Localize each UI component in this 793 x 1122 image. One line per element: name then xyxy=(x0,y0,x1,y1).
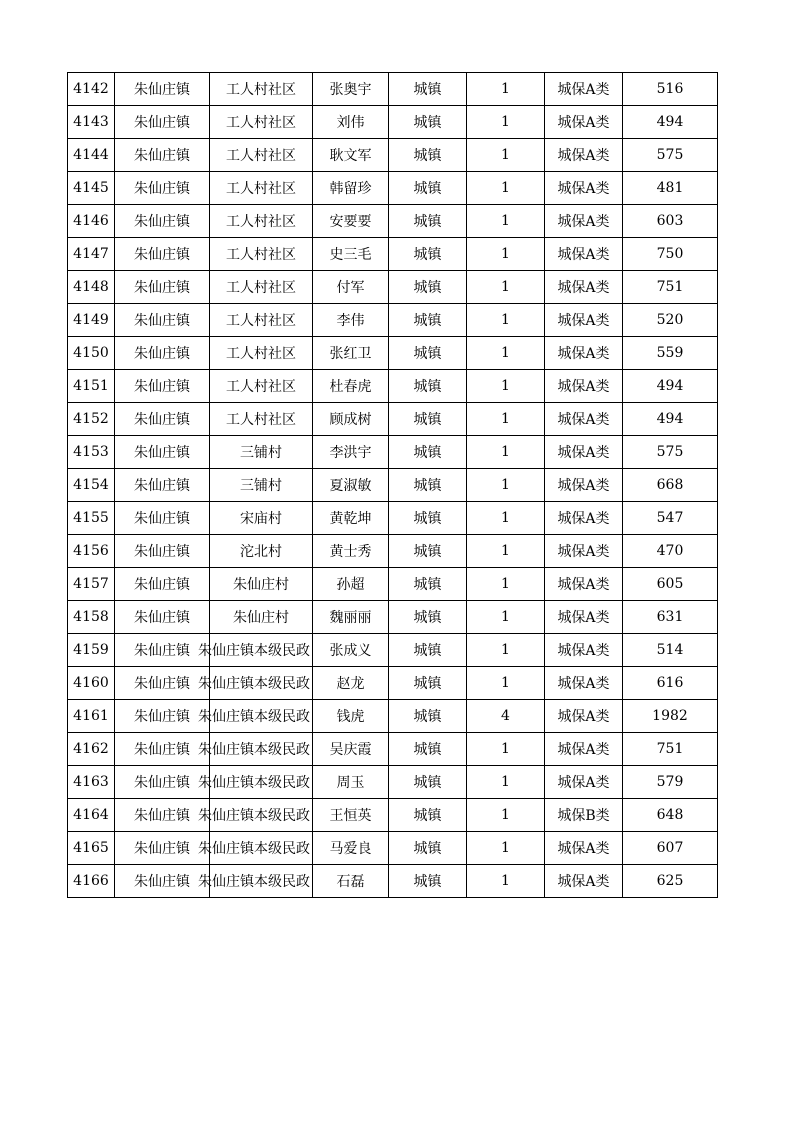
household-size-cell: 1 xyxy=(467,832,545,865)
amount-cell: 514 xyxy=(623,634,718,667)
residence-type-cell: 城镇 xyxy=(389,370,467,403)
household-size-cell: 1 xyxy=(467,568,545,601)
household-size-cell: 1 xyxy=(467,502,545,535)
residence-type-cell: 城镇 xyxy=(389,304,467,337)
residence-type-cell: 城镇 xyxy=(389,733,467,766)
name-cell: 黄士秀 xyxy=(313,535,389,568)
village-cell: 工人村社区 xyxy=(210,238,313,271)
name-cell: 耿文军 xyxy=(313,139,389,172)
serial-cell: 4162 xyxy=(68,733,115,766)
name-cell: 石磊 xyxy=(313,865,389,898)
serial-cell: 4150 xyxy=(68,337,115,370)
table-row xyxy=(68,568,718,601)
category-cell: 城保A类 xyxy=(545,700,623,733)
town-cell: 朱仙庄镇 xyxy=(115,370,210,403)
category-cell: 城保A类 xyxy=(545,733,623,766)
amount-cell: 605 xyxy=(623,568,718,601)
serial-cell: 4159 xyxy=(68,634,115,667)
serial-cell: 4143 xyxy=(68,106,115,139)
table-row xyxy=(68,733,718,766)
household-size-cell: 1 xyxy=(467,370,545,403)
category-cell: 城保A类 xyxy=(545,106,623,139)
table-row xyxy=(68,535,718,568)
table-row xyxy=(68,172,718,205)
residence-type-cell: 城镇 xyxy=(389,766,467,799)
household-size-cell: 1 xyxy=(467,139,545,172)
residence-type-cell: 城镇 xyxy=(389,205,467,238)
residence-type-cell: 城镇 xyxy=(389,832,467,865)
town-cell: 朱仙庄镇 xyxy=(115,205,210,238)
category-cell: 城保B类 xyxy=(545,799,623,832)
amount-cell: 470 xyxy=(623,535,718,568)
serial-cell: 4144 xyxy=(68,139,115,172)
serial-cell: 4161 xyxy=(68,700,115,733)
village-cell xyxy=(198,733,313,766)
village-label: 朱仙庄镇本级民政 xyxy=(198,643,310,659)
household-size-cell: 1 xyxy=(467,535,545,568)
village-cell xyxy=(198,634,313,667)
serial-cell: 4155 xyxy=(68,502,115,535)
name-cell: 黄乾坤 xyxy=(313,502,389,535)
village-label: 朱仙庄镇本级民政 xyxy=(198,676,310,692)
residence-type-cell: 城镇 xyxy=(389,535,467,568)
town-cell: 朱仙庄镇 xyxy=(115,172,210,205)
town-cell: 朱仙庄镇 xyxy=(115,667,210,700)
table-row xyxy=(68,106,718,139)
table-row xyxy=(68,469,718,502)
amount-cell: 750 xyxy=(623,238,718,271)
name-cell: 张奥宇 xyxy=(313,73,389,106)
amount-cell: 751 xyxy=(623,271,718,304)
category-cell: 城保A类 xyxy=(545,139,623,172)
category-cell: 城保A类 xyxy=(545,469,623,502)
name-cell: 赵龙 xyxy=(313,667,389,700)
table-row xyxy=(68,238,718,271)
town-cell: 朱仙庄镇 xyxy=(115,733,210,766)
village-cell xyxy=(198,667,313,700)
table-row xyxy=(68,667,718,700)
serial-cell: 4165 xyxy=(68,832,115,865)
table-row xyxy=(68,436,718,469)
amount-cell: 579 xyxy=(623,766,718,799)
village-cell: 宋庙村 xyxy=(210,502,313,535)
name-cell: 李伟 xyxy=(313,304,389,337)
town-cell: 朱仙庄镇 xyxy=(115,238,210,271)
serial-cell: 4166 xyxy=(68,865,115,898)
amount-cell: 607 xyxy=(623,832,718,865)
amount-cell: 547 xyxy=(623,502,718,535)
table-row xyxy=(68,766,718,799)
name-cell: 魏丽丽 xyxy=(313,601,389,634)
village-cell: 工人村社区 xyxy=(210,304,313,337)
town-cell: 朱仙庄镇 xyxy=(115,304,210,337)
town-cell: 朱仙庄镇 xyxy=(115,271,210,304)
town-cell: 朱仙庄镇 xyxy=(115,139,210,172)
town-cell: 朱仙庄镇 xyxy=(115,502,210,535)
household-size-cell: 4 xyxy=(467,700,545,733)
residence-type-cell: 城镇 xyxy=(389,667,467,700)
household-size-cell: 1 xyxy=(467,865,545,898)
serial-cell: 4164 xyxy=(68,799,115,832)
table-row xyxy=(68,832,718,865)
table-row xyxy=(68,205,718,238)
amount-cell: 494 xyxy=(623,370,718,403)
table-row xyxy=(68,865,718,898)
village-cell xyxy=(198,865,313,898)
village-label: 朱仙庄镇本级民政 xyxy=(198,775,310,791)
table-row xyxy=(68,139,718,172)
residence-type-cell: 城镇 xyxy=(389,403,467,436)
residence-type-cell: 城镇 xyxy=(389,469,467,502)
town-cell: 朱仙庄镇 xyxy=(115,601,210,634)
residence-type-cell: 城镇 xyxy=(389,73,467,106)
table-row xyxy=(68,502,718,535)
residence-type-cell: 城镇 xyxy=(389,568,467,601)
amount-cell: 1982 xyxy=(623,700,718,733)
town-cell: 朱仙庄镇 xyxy=(115,469,210,502)
name-cell: 周玉 xyxy=(313,766,389,799)
town-cell: 朱仙庄镇 xyxy=(115,799,210,832)
amount-cell: 631 xyxy=(623,601,718,634)
household-size-cell: 1 xyxy=(467,634,545,667)
residence-type-cell: 城镇 xyxy=(389,799,467,832)
name-cell: 李洪宇 xyxy=(313,436,389,469)
village-label: 朱仙庄镇本级民政 xyxy=(198,841,310,857)
category-cell: 城保A类 xyxy=(545,601,623,634)
amount-cell: 481 xyxy=(623,172,718,205)
category-cell: 城保A类 xyxy=(545,337,623,370)
category-cell: 城保A类 xyxy=(545,238,623,271)
table-row xyxy=(68,271,718,304)
village-cell: 工人村社区 xyxy=(210,370,313,403)
category-cell: 城保A类 xyxy=(545,568,623,601)
village-label: 朱仙庄镇本级民政 xyxy=(198,709,310,725)
town-cell: 朱仙庄镇 xyxy=(115,865,210,898)
table-row xyxy=(68,403,718,436)
category-cell: 城保A类 xyxy=(545,502,623,535)
table-row xyxy=(68,799,718,832)
name-cell: 韩留珍 xyxy=(313,172,389,205)
household-size-cell: 1 xyxy=(467,172,545,205)
town-cell: 朱仙庄镇 xyxy=(115,403,210,436)
name-cell: 史三毛 xyxy=(313,238,389,271)
amount-cell: 494 xyxy=(623,106,718,139)
serial-cell: 4152 xyxy=(68,403,115,436)
amount-cell: 559 xyxy=(623,337,718,370)
household-size-cell: 1 xyxy=(467,106,545,139)
table-row xyxy=(68,73,718,106)
residence-type-cell: 城镇 xyxy=(389,271,467,304)
category-cell: 城保A类 xyxy=(545,766,623,799)
residence-type-cell: 城镇 xyxy=(389,436,467,469)
residence-type-cell: 城镇 xyxy=(389,634,467,667)
household-size-cell: 1 xyxy=(467,766,545,799)
name-cell: 钱虎 xyxy=(313,700,389,733)
category-cell: 城保A类 xyxy=(545,634,623,667)
category-cell: 城保A类 xyxy=(545,832,623,865)
household-size-cell: 1 xyxy=(467,205,545,238)
household-size-cell: 1 xyxy=(467,469,545,502)
name-cell: 刘伟 xyxy=(313,106,389,139)
name-cell: 张成义 xyxy=(313,634,389,667)
town-cell: 朱仙庄镇 xyxy=(115,568,210,601)
town-cell: 朱仙庄镇 xyxy=(115,73,210,106)
relief-roster-table xyxy=(67,72,718,898)
town-cell: 朱仙庄镇 xyxy=(115,337,210,370)
town-cell: 朱仙庄镇 xyxy=(115,766,210,799)
village-cell: 工人村社区 xyxy=(210,403,313,436)
village-cell: 工人村社区 xyxy=(210,205,313,238)
serial-cell: 4154 xyxy=(68,469,115,502)
table-body xyxy=(68,73,718,898)
amount-cell: 494 xyxy=(623,403,718,436)
amount-cell: 516 xyxy=(623,73,718,106)
category-cell: 城保A类 xyxy=(545,370,623,403)
residence-type-cell: 城镇 xyxy=(389,106,467,139)
residence-type-cell: 城镇 xyxy=(389,601,467,634)
serial-cell: 4147 xyxy=(68,238,115,271)
name-cell: 孙超 xyxy=(313,568,389,601)
village-cell: 朱仙庄村 xyxy=(210,568,313,601)
residence-type-cell: 城镇 xyxy=(389,172,467,205)
category-cell: 城保A类 xyxy=(545,865,623,898)
name-cell: 杜春虎 xyxy=(313,370,389,403)
household-size-cell: 1 xyxy=(467,799,545,832)
town-cell: 朱仙庄镇 xyxy=(115,832,210,865)
serial-cell: 4146 xyxy=(68,205,115,238)
category-cell: 城保A类 xyxy=(545,271,623,304)
serial-cell: 4145 xyxy=(68,172,115,205)
town-cell: 朱仙庄镇 xyxy=(115,634,210,667)
table-row xyxy=(68,304,718,337)
household-size-cell: 1 xyxy=(467,667,545,700)
village-cell xyxy=(198,700,313,733)
residence-type-cell: 城镇 xyxy=(389,865,467,898)
amount-cell: 575 xyxy=(623,436,718,469)
household-size-cell: 1 xyxy=(467,733,545,766)
village-cell: 工人村社区 xyxy=(210,139,313,172)
name-cell: 安要要 xyxy=(313,205,389,238)
household-size-cell: 1 xyxy=(467,601,545,634)
serial-cell: 4151 xyxy=(68,370,115,403)
town-cell: 朱仙庄镇 xyxy=(115,106,210,139)
table-row xyxy=(68,700,718,733)
amount-cell: 575 xyxy=(623,139,718,172)
town-cell: 朱仙庄镇 xyxy=(115,535,210,568)
residence-type-cell: 城镇 xyxy=(389,337,467,370)
residence-type-cell: 城镇 xyxy=(389,700,467,733)
household-size-cell: 1 xyxy=(467,403,545,436)
name-cell: 王恒英 xyxy=(313,799,389,832)
town-cell: 朱仙庄镇 xyxy=(115,436,210,469)
amount-cell: 648 xyxy=(623,799,718,832)
village-cell xyxy=(198,799,313,832)
serial-cell: 4153 xyxy=(68,436,115,469)
table-row xyxy=(68,337,718,370)
amount-cell: 520 xyxy=(623,304,718,337)
village-cell xyxy=(198,766,313,799)
village-cell: 朱仙庄村 xyxy=(210,601,313,634)
serial-cell: 4149 xyxy=(68,304,115,337)
table-row xyxy=(68,370,718,403)
household-size-cell: 1 xyxy=(467,73,545,106)
name-cell: 张红卫 xyxy=(313,337,389,370)
village-cell: 工人村社区 xyxy=(210,106,313,139)
residence-type-cell: 城镇 xyxy=(389,502,467,535)
serial-cell: 4158 xyxy=(68,601,115,634)
residence-type-cell: 城镇 xyxy=(389,238,467,271)
village-cell xyxy=(198,832,313,865)
amount-cell: 616 xyxy=(623,667,718,700)
name-cell: 付军 xyxy=(313,271,389,304)
amount-cell: 668 xyxy=(623,469,718,502)
category-cell: 城保A类 xyxy=(545,535,623,568)
village-cell: 工人村社区 xyxy=(210,172,313,205)
village-cell: 沱北村 xyxy=(210,535,313,568)
category-cell: 城保A类 xyxy=(545,205,623,238)
town-cell: 朱仙庄镇 xyxy=(115,700,210,733)
village-label: 朱仙庄镇本级民政 xyxy=(198,742,310,758)
residence-type-cell: 城镇 xyxy=(389,139,467,172)
village-cell: 工人村社区 xyxy=(210,271,313,304)
table-row xyxy=(68,634,718,667)
amount-cell: 603 xyxy=(623,205,718,238)
household-size-cell: 1 xyxy=(467,271,545,304)
amount-cell: 751 xyxy=(623,733,718,766)
serial-cell: 4157 xyxy=(68,568,115,601)
village-label: 朱仙庄镇本级民政 xyxy=(198,874,310,890)
category-cell: 城保A类 xyxy=(545,403,623,436)
name-cell: 吴庆霞 xyxy=(313,733,389,766)
table-row xyxy=(68,601,718,634)
household-size-cell: 1 xyxy=(467,238,545,271)
name-cell: 夏淑敏 xyxy=(313,469,389,502)
serial-cell: 4156 xyxy=(68,535,115,568)
serial-cell: 4160 xyxy=(68,667,115,700)
household-size-cell: 1 xyxy=(467,436,545,469)
category-cell: 城保A类 xyxy=(545,667,623,700)
village-cell: 工人村社区 xyxy=(210,337,313,370)
village-cell: 工人村社区 xyxy=(210,73,313,106)
household-size-cell: 1 xyxy=(467,337,545,370)
serial-cell: 4163 xyxy=(68,766,115,799)
household-size-cell: 1 xyxy=(467,304,545,337)
village-label: 朱仙庄镇本级民政 xyxy=(198,808,310,824)
serial-cell: 4148 xyxy=(68,271,115,304)
name-cell: 马爱良 xyxy=(313,832,389,865)
amount-cell: 625 xyxy=(623,865,718,898)
serial-cell: 4142 xyxy=(68,73,115,106)
category-cell: 城保A类 xyxy=(545,73,623,106)
village-cell: 三铺村 xyxy=(210,469,313,502)
village-cell: 三铺村 xyxy=(210,436,313,469)
category-cell: 城保A类 xyxy=(545,172,623,205)
category-cell: 城保A类 xyxy=(545,436,623,469)
category-cell: 城保A类 xyxy=(545,304,623,337)
name-cell: 顾成树 xyxy=(313,403,389,436)
